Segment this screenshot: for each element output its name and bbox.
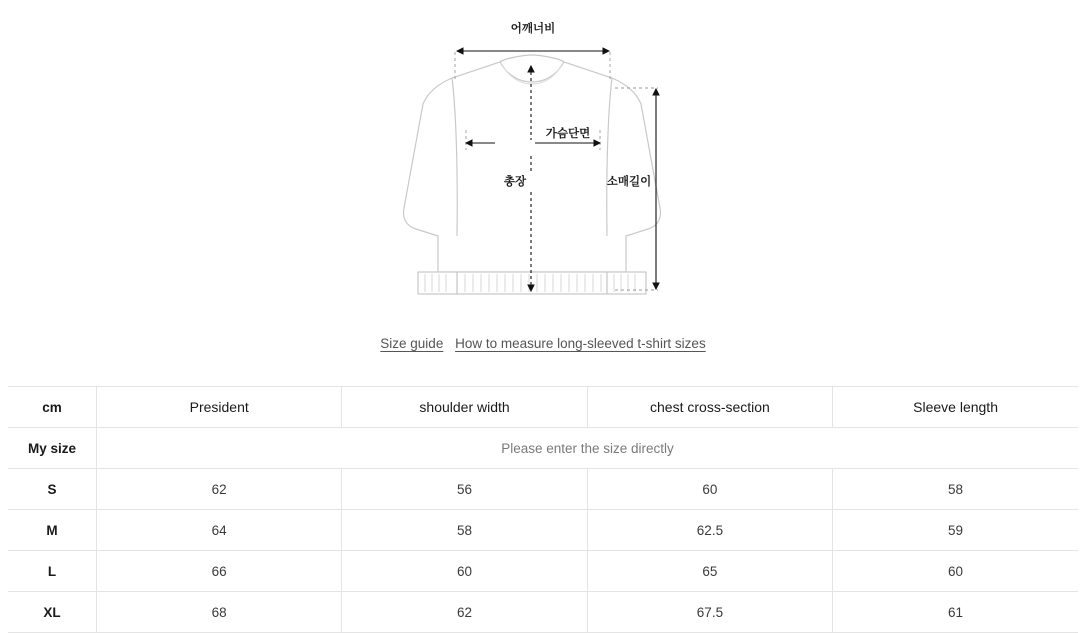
cell-shoulder: 56	[342, 469, 587, 510]
row-size-label: XL	[8, 592, 97, 633]
size-table-body	[8, 428, 1078, 633]
table-row	[8, 469, 1078, 510]
cell-sleeve: 59	[833, 510, 1078, 551]
cell-sleeve: 60	[833, 551, 1078, 592]
my-size-label: My size	[8, 428, 97, 469]
my-size-input-cell[interactable]: Please enter the size directly	[97, 428, 1079, 469]
row-size-label: M	[8, 510, 97, 551]
table-header-row	[8, 387, 1078, 428]
cell-sleeve: 58	[833, 469, 1078, 510]
size-table	[8, 386, 1078, 633]
header-chest-cross-section: chest cross-section	[587, 387, 832, 428]
cell-chest: 60	[587, 469, 832, 510]
cell-president: 64	[97, 510, 342, 551]
header-president: President	[97, 387, 342, 428]
guide-links	[0, 336, 1086, 351]
garment-measurement-diagram	[0, 0, 1086, 310]
sleeve-length-label: 소매길이	[606, 176, 652, 188]
header-sleeve-length: Sleeve length	[833, 387, 1078, 428]
table-row-my-size	[8, 428, 1078, 469]
garment-diagram-svg	[0, 0, 1086, 310]
size-table-head	[8, 387, 1078, 428]
length-label-bg	[495, 140, 535, 154]
header-unit: cm	[8, 387, 97, 428]
chest-label: 가슴단면	[545, 128, 591, 140]
cell-president: 66	[97, 551, 342, 592]
total-length-label: 총장	[503, 176, 527, 188]
row-size-label: S	[8, 469, 97, 510]
table-row	[8, 510, 1078, 551]
table-row	[8, 551, 1078, 592]
header-shoulder-width: shoulder width	[342, 387, 587, 428]
row-size-label: L	[8, 551, 97, 592]
cell-shoulder: 60	[342, 551, 587, 592]
cell-chest: 67.5	[587, 592, 832, 633]
shoulder-width-label: 어깨너비	[510, 23, 556, 35]
size-guide-link[interactable]: Size guide	[380, 336, 444, 351]
cell-chest: 65	[587, 551, 832, 592]
cell-sleeve: 61	[833, 592, 1078, 633]
cell-chest: 62.5	[587, 510, 832, 551]
how-to-measure-link[interactable]: How to measure long-sleeved t-shirt sizes	[455, 336, 706, 351]
cell-president: 62	[97, 469, 342, 510]
cell-president: 68	[97, 592, 342, 633]
cell-shoulder: 58	[342, 510, 587, 551]
table-row	[8, 592, 1078, 633]
cell-shoulder: 62	[342, 592, 587, 633]
